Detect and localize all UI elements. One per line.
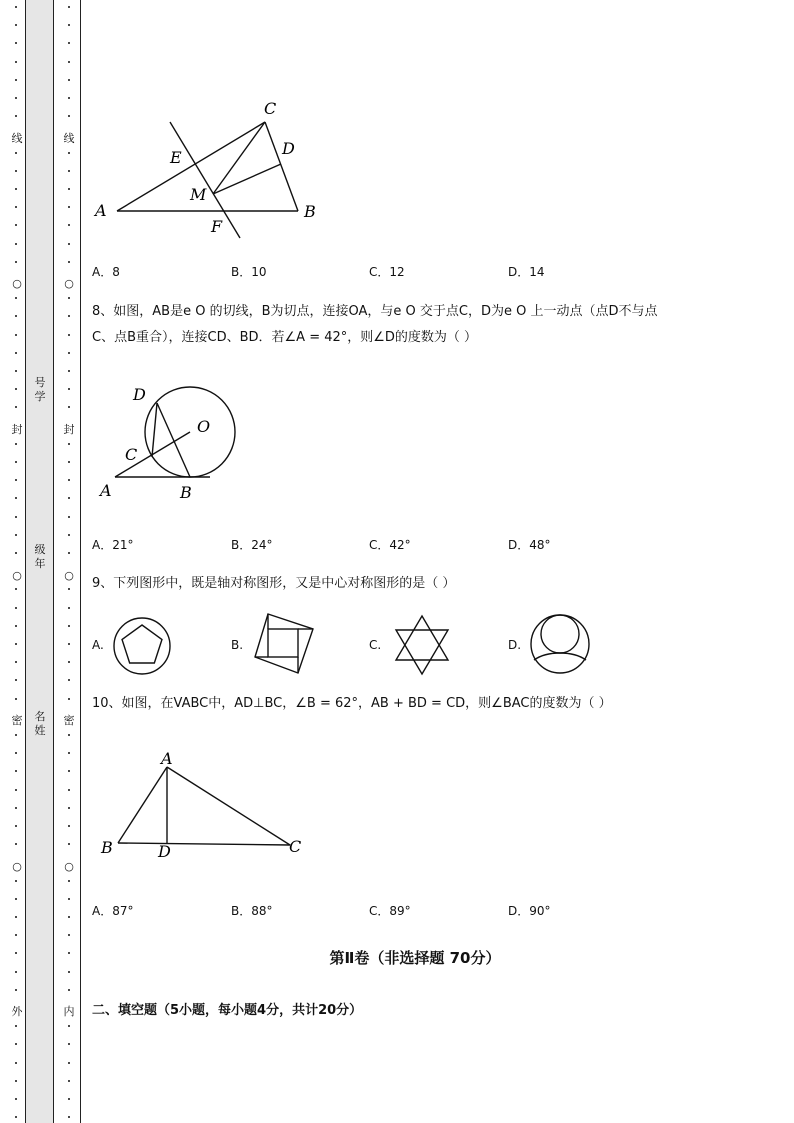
binding-dot <box>15 1025 17 1027</box>
binding-dot <box>15 461 17 463</box>
binding-dot <box>68 479 70 481</box>
binding-dot <box>68 698 70 700</box>
binding-dot <box>15 6 17 8</box>
binding-dot <box>15 588 17 590</box>
binding-dot <box>68 734 70 736</box>
binding-dot <box>15 1098 17 1100</box>
fig10-label-C: C <box>289 837 302 856</box>
inner-circle-mark-3: ○ <box>62 861 76 873</box>
fig7-label-F: F <box>211 217 223 236</box>
fig7-label-M: M <box>190 185 207 204</box>
binding-dot <box>68 461 70 463</box>
fig8-label-B: B <box>180 483 192 502</box>
binding-dot <box>15 24 17 26</box>
binding-dot <box>15 42 17 44</box>
binding-dot <box>15 370 17 372</box>
binding-dot <box>68 6 70 8</box>
q7-options <box>92 263 652 281</box>
binding-dot <box>68 607 70 609</box>
binding-dot <box>15 843 17 845</box>
binding-dot <box>15 770 17 772</box>
binding-dot <box>15 188 17 190</box>
binding-dot <box>15 552 17 554</box>
binding-dot <box>15 334 17 336</box>
binding-dot <box>15 170 17 172</box>
binding-dot <box>15 406 17 408</box>
name-label: 名 姓 <box>34 710 46 737</box>
q10-option-c[interactable]: C．89° <box>369 904 411 918</box>
binding-dot <box>68 1062 70 1064</box>
three-arc-circle-icon[interactable] <box>528 612 592 676</box>
binding-dot <box>15 934 17 936</box>
binding-dot <box>15 1080 17 1082</box>
binding-dot <box>68 97 70 99</box>
binding-dot <box>68 625 70 627</box>
binding-dot <box>68 388 70 390</box>
binding-dot <box>15 752 17 754</box>
hexagram-icon[interactable] <box>390 613 454 677</box>
binding-dot <box>15 352 17 354</box>
binding-dot <box>15 1043 17 1045</box>
binding-dot <box>68 898 70 900</box>
binding-dot <box>15 388 17 390</box>
binding-dot <box>15 989 17 991</box>
binding-dot <box>68 552 70 554</box>
q10-text: 10、如图，在VABC中，AD⊥BC，∠B = 62°，AB + BD = CD，则∠BAC的度数为（ ） <box>92 696 612 711</box>
binding-dot <box>15 607 17 609</box>
q9-option-c-letter[interactable]: C. <box>369 638 382 652</box>
pentagon-in-circle-icon[interactable] <box>111 615 173 677</box>
binding-dot <box>68 534 70 536</box>
fig8-label-A: A <box>100 481 112 500</box>
fig10-label-A: A <box>161 749 173 768</box>
binding-dot <box>15 971 17 973</box>
binding-dot <box>15 115 17 117</box>
binding-dot <box>68 752 70 754</box>
fig7-label-E: E <box>170 148 182 167</box>
outer-mark-mi: 密 <box>11 714 23 727</box>
binding-dot <box>68 1080 70 1082</box>
binding-dot <box>15 97 17 99</box>
binding-dot <box>68 206 70 208</box>
q9-text: 9、下列图形中，既是轴对称图形，又是中心对称图形的是（ ） <box>92 576 456 591</box>
q7-option-d[interactable]: D．14 <box>508 265 545 279</box>
binding-dot <box>15 661 17 663</box>
inner-mark-nei: 内 <box>63 1005 75 1018</box>
binding-dot <box>68 1098 70 1100</box>
binding-dot <box>15 261 17 263</box>
binding-dot <box>15 315 17 317</box>
binding-dot <box>68 42 70 44</box>
outer-circle-mark-1: ○ <box>10 278 24 290</box>
binding-dot <box>68 789 70 791</box>
outer-circle-mark-3: ○ <box>10 861 24 873</box>
binding-dot <box>68 224 70 226</box>
binding-dot <box>15 497 17 499</box>
binding-dot <box>68 807 70 809</box>
binding-dot <box>15 297 17 299</box>
inner-mark-feng: 封 <box>63 423 75 436</box>
q8-text-line2: C、点B重合），连接CD、BD．若∠A = 42°，则∠D的度数为（ ） <box>92 330 478 345</box>
q9-option-a-letter[interactable]: A. <box>92 638 104 652</box>
binding-dot <box>68 352 70 354</box>
binding-dot <box>15 898 17 900</box>
fig8-label-D: D <box>133 385 146 404</box>
binding-dot <box>68 188 70 190</box>
fig8-label-C: C <box>125 445 138 464</box>
binding-dot <box>68 297 70 299</box>
part-two-title: 第Ⅱ卷（非选择题 70分） <box>329 949 501 967</box>
binding-dot <box>68 989 70 991</box>
binding-dot <box>68 406 70 408</box>
binding-dot <box>15 79 17 81</box>
binding-dot <box>15 807 17 809</box>
q7-figure <box>90 96 330 246</box>
grade-label: 级 年 <box>34 543 46 570</box>
binding-dot <box>68 370 70 372</box>
q8-option-a[interactable]: A．21° <box>92 538 134 552</box>
inner-circle-mark-1: ○ <box>62 278 76 290</box>
binding-dot <box>15 224 17 226</box>
fig10-label-B: B <box>101 838 113 857</box>
binding-dot <box>15 1116 17 1118</box>
q7-option-a[interactable]: A．8 <box>92 265 120 279</box>
fig7-label-A: A <box>95 201 107 220</box>
binding-dot <box>68 516 70 518</box>
q10-options <box>92 902 652 920</box>
q8-figure <box>95 378 245 503</box>
q8-option-c[interactable]: C．42° <box>369 538 411 552</box>
binding-dot <box>15 534 17 536</box>
binding-dot <box>15 516 17 518</box>
inner-mark-mi: 密 <box>63 714 75 727</box>
q10-option-b[interactable]: B．88° <box>231 904 273 918</box>
binding-dot <box>68 315 70 317</box>
binding-dot <box>68 661 70 663</box>
binding-dot <box>68 24 70 26</box>
q9-option-d-letter[interactable]: D. <box>508 638 522 652</box>
binding-dot <box>15 698 17 700</box>
q10-option-a[interactable]: A．87° <box>92 904 134 918</box>
binding-dot <box>15 734 17 736</box>
binding-dot <box>68 152 70 154</box>
binding-dot <box>68 588 70 590</box>
fig7-label-C: C <box>264 99 277 118</box>
fill-in-section-heading: 二、填空题（5小题，每小题4分，共计20分） <box>92 1003 363 1018</box>
binding-dot <box>15 625 17 627</box>
binding-dot <box>15 152 17 154</box>
q10-option-d[interactable]: D．90° <box>508 904 551 918</box>
q8-option-d[interactable]: D．48° <box>508 538 551 552</box>
binding-dot <box>68 880 70 882</box>
fig10-label-D: D <box>158 842 171 861</box>
binding-dot <box>15 443 17 445</box>
binding-dot <box>15 243 17 245</box>
q8-text-line1: 8、如图，AB是e O 的切线，B为切点，连接OA，与e O 交于点C，D为e O 上一动点（点D不与点 <box>92 304 658 319</box>
binding-dot <box>68 825 70 827</box>
inner-mark-xian: 线 <box>63 132 75 145</box>
q9-option-b-letter[interactable]: B. <box>231 638 244 652</box>
binding-dot <box>68 243 70 245</box>
binding-dot <box>68 443 70 445</box>
binding-dot <box>68 1043 70 1045</box>
outer-mark-xian: 线 <box>11 132 23 145</box>
binding-dot <box>15 643 17 645</box>
q8-option-b[interactable]: B．24° <box>231 538 273 552</box>
q10-figure <box>96 745 316 865</box>
binding-dot <box>68 770 70 772</box>
outer-circle-mark-2: ○ <box>10 570 24 582</box>
binding-dot <box>68 61 70 63</box>
binding-dot <box>68 1116 70 1118</box>
binding-dot <box>15 789 17 791</box>
binding-dot <box>68 934 70 936</box>
inner-circle-mark-2: ○ <box>62 570 76 582</box>
binding-dot <box>68 170 70 172</box>
binding-dot <box>15 1062 17 1064</box>
q8-options <box>92 536 652 554</box>
binding-dot <box>15 825 17 827</box>
binding-dot <box>15 880 17 882</box>
binding-dot <box>68 843 70 845</box>
fig7-label-B: B <box>304 202 316 221</box>
binding-dot <box>68 261 70 263</box>
fig8-label-O: O <box>197 417 211 436</box>
binding-dot <box>68 643 70 645</box>
binding-dot <box>68 971 70 973</box>
binding-dot <box>15 479 17 481</box>
binding-dot <box>68 115 70 117</box>
q7-option-b[interactable]: B．10 <box>231 265 267 279</box>
binding-dot <box>15 206 17 208</box>
binding-dot <box>68 497 70 499</box>
rotated-squares-icon[interactable] <box>252 611 322 681</box>
binding-dot <box>15 916 17 918</box>
binding-dot <box>68 1025 70 1027</box>
binding-dot <box>68 79 70 81</box>
binding-dot <box>15 679 17 681</box>
student-id-label: 号 学 <box>34 376 46 403</box>
outer-mark-wai: 外 <box>11 1005 23 1018</box>
binding-dot <box>15 61 17 63</box>
fig7-label-D: D <box>282 139 295 158</box>
outer-mark-feng: 封 <box>11 423 23 436</box>
q7-option-c[interactable]: C．12 <box>369 265 405 279</box>
binding-dot <box>68 334 70 336</box>
binding-dot <box>68 679 70 681</box>
binding-dot <box>68 916 70 918</box>
